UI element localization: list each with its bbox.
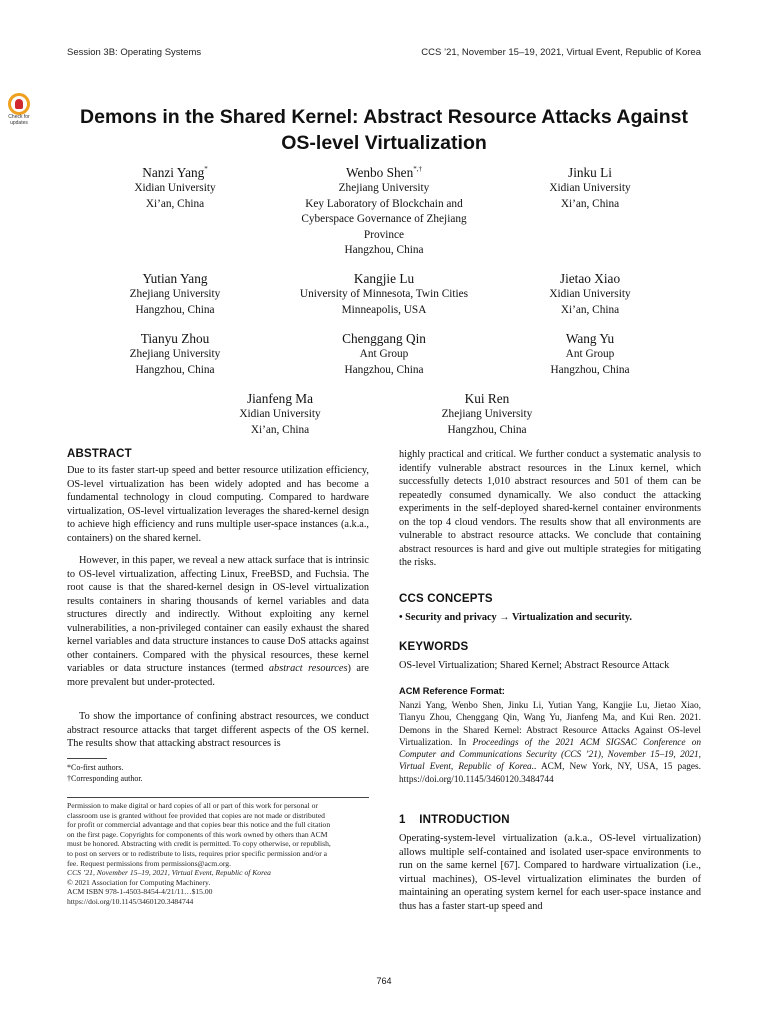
- author-affiliation: Xidian University: [239, 408, 321, 420]
- acm-reference-text: Nanzi Yang, Wenbo Shen, Jinku Li, Yutian Yang, Kangjie Lu, Jietao Xiao, Tianyu Zhou, Chenggang Qin, Wang Yu, Jianfeng Ma, and Kui Ren. 2021. Demons in the Shared Kernel: Abstract Resource Attacks Against OS-level Virtualization. In Proceedings of the 2021 ACM SIGSAC Conference on Computer and Communications Security (CCS ’21), November 15–19, 2021, Virtual Event, Republic of Korea.. ACM, New York, NY, USA, 15 pages. https://doi.org/10.1145/3460120.3484744: [399, 701, 702, 785]
- check-for-updates-icon: [8, 93, 30, 115]
- permission-line: fee. Request permissions from permissions@acm.org.: [67, 858, 231, 868]
- author-block: [515, 270, 665, 318]
- author-location: Xi’an, China: [560, 197, 620, 210]
- paper-title: [40, 104, 728, 156]
- title-line-2: OS-level Virtualization: [281, 132, 487, 154]
- author-location: Hangzhou, China: [135, 363, 215, 376]
- running-header: [67, 47, 701, 61]
- acm-reference-proceedings: Proceedings of the 2021 ACM SIGSAC Conference on Computer and Communications Security (CCS ’21), November 15–19, 2021, Virtual Event, Republic of Korea.: [399, 737, 701, 773]
- author-mark: *,†: [413, 165, 422, 173]
- author-mark: *: [204, 165, 208, 173]
- author-location: Hangzhou, China: [550, 363, 630, 376]
- section-number: 1: [399, 814, 406, 826]
- author-block: [284, 164, 484, 259]
- author-affiliation: Province: [363, 228, 405, 241]
- permission-venue: CCS ’21, November 15–19, 2021, Virtual Event, Republic of Korea: [67, 868, 271, 878]
- author-name: Kui Ren: [464, 391, 510, 406]
- footnote-rule: [67, 758, 107, 759]
- author-name: Tianyu Zhou: [140, 331, 210, 346]
- permission-block: [67, 801, 369, 907]
- author-affiliation: Xidian University: [549, 182, 631, 194]
- abstract-paragraph-3: To show the importance of confining abstract resources, we conduct abstract resource attacks that target different aspects of the OS kernel. The results show that attacking abstract resources is: [67, 711, 369, 750]
- keywords-heading: KEYWORDS: [399, 641, 469, 653]
- author-block: [515, 330, 665, 378]
- footnote-co-first: *Co-first authors.: [67, 763, 124, 772]
- abstract-paragraph-1: Due to its faster start-up speed and better resource utilization efficiency, OS-level virtualization has been widely adopted and has become a fundamental technology in cloud computing. Compared to hardware virtualization, OS-level virtualization leverages the shared-kernel design to achieve high efficiency and runs multiple user-space instances (a.k.a., containers) on the shared kernel.: [67, 465, 369, 544]
- ccs-concepts-heading: CCS CONCEPTS: [399, 593, 493, 605]
- permission-line: to post on servers or to redistribute to lists, requires prior specific permission and/or a: [67, 848, 328, 858]
- abstract-heading: ABSTRACT: [67, 448, 132, 460]
- author-block: [284, 270, 484, 318]
- conference-label: CCS ’21, November 15–19, 2021, Virtual Event, Republic of Korea: [421, 47, 701, 58]
- author-affiliation: Zhejiang University: [338, 182, 430, 194]
- author-location: Minneapolis, USA: [341, 303, 427, 316]
- introduction-paragraph: Operating-system-level virtualization (a.k.a., OS-level virtualization) allows multiple self-contained and isolated user-space environments to run on the same kernel [67]. Compared to hardware virtualization (i.e., virtual machines), OS-level virtualization eliminates the burden of maintaining an operating system kernel for each user-space instance and thus has a faster start-up speed and: [399, 833, 701, 912]
- author-block: [200, 390, 360, 438]
- author-name: Yutian Yang: [142, 271, 208, 286]
- author-affiliation: Xidian University: [549, 288, 631, 300]
- page-number: 764: [376, 976, 392, 986]
- author-block: [407, 390, 567, 438]
- author-block: [284, 330, 484, 378]
- permission-line: on the first page. Copyrights for components of this work owned by others than ACM: [67, 829, 328, 839]
- permission-line: for profit or commercial advantage and that copies bear this notice and the full citation: [67, 820, 331, 830]
- author-affiliation: Ant Group: [565, 348, 615, 360]
- permission-isbn: ACM ISBN 978-1-4503-8454-4/21/11…$15.00: [67, 887, 213, 897]
- author-affiliation: Key Laboratory of Blockchain and: [305, 197, 463, 210]
- author-block: [100, 164, 250, 212]
- author-block: [100, 270, 250, 318]
- author-location: Hangzhou, China: [447, 423, 527, 436]
- author-name: Jietao Xiao: [559, 271, 621, 286]
- author-name: Jinku Li: [568, 165, 612, 180]
- acm-reference-heading: ACM Reference Format:: [399, 686, 505, 696]
- check-for-updates-badge[interactable]: [5, 93, 33, 127]
- author-affiliation: Zhejiang University: [129, 348, 221, 360]
- permission-copyright: © 2021 Association for Computing Machinery.: [67, 877, 211, 887]
- author-name: Wang Yu: [565, 331, 615, 346]
- permission-line: classroom use is granted without fee provided that copies are not made or distributed: [67, 810, 325, 820]
- author-affiliation: Zhejiang University: [441, 408, 533, 420]
- abstract-resources-term: abstract resources: [268, 663, 348, 675]
- author-name: Kangjie Lu: [353, 271, 415, 286]
- ccs-concepts-text: • Security and privacy → Virtualization and security.: [399, 612, 632, 623]
- badge-line-2: updates: [10, 119, 28, 126]
- author-name: Nanzi Yang: [142, 165, 205, 180]
- author-location: Hangzhou, China: [344, 363, 424, 376]
- keywords-text: OS-level Virtualization; Shared Kernel; Abstract Resource Attack: [399, 660, 670, 671]
- author-location: Xi’an, China: [560, 303, 620, 316]
- author-location: Hangzhou, China: [135, 303, 215, 316]
- author-affiliation: Zhejiang University: [129, 288, 221, 300]
- author-affiliation: Cyberspace Governance of Zhejiang: [301, 213, 467, 226]
- footnote-corresponding: †Corresponding author.: [67, 774, 143, 783]
- author-affiliation: University of Minnesota, Twin Cities: [299, 288, 469, 300]
- abstract-paragraph-2: However, in this paper, we reveal a new attack surface that is intrinsic to OS-level virtualization, affecting Linux, FreeBSD, and Fuchsia. The root cause is that the shared-kernel design in OS-level virtualization results containers in sharing thousands of kernel variables and data structures directly and indirectly. Without exploiting any kernel vulnerabilities, a non-privileged container can easily exhaust the shared kernel variables and data structure instances to cause DoS attacks against other containers. Compared with the physical resources, these kernel variables or data structure instances (termed abstract resources) are more prevalent but under-protected.: [67, 555, 369, 688]
- author-name: Wenbo Shen: [345, 165, 414, 180]
- permission-line: must be honored. Abstracting with credit is permitted. To copy otherwise, or republish,: [67, 839, 331, 849]
- permission-line: Permission to make digital or hard copies of all or part of this work for personal or: [67, 801, 318, 810]
- abstract-paragraph-4: highly practical and critical. We further conduct a systematic analysis to identify vulnerable abstract resources in the Linux kernel, which successfully detects 1,010 abstract resources and 501 of them can be repeatedly consumed dynamically. We also conduct the attacking experiments in the self-deployed shared-kernel container environments on the top 4 cloud vendors. The results show that all environments are vulnerable to abstract resource attacks. We conclude that containing abstract resources is hard and give out multiple strategies for mitigating the risks.: [399, 449, 701, 569]
- author-affiliation: Xidian University: [134, 182, 216, 194]
- author-name: Jianfeng Ma: [246, 391, 314, 406]
- author-location: Xi’an, China: [145, 197, 205, 210]
- author-location: Xi’an, China: [250, 423, 310, 436]
- permission-doi-link[interactable]: https://doi.org/10.1145/3460120.3484744: [67, 896, 194, 906]
- author-location: Hangzhou, China: [344, 244, 424, 257]
- badge-line-1: Check for: [8, 114, 30, 120]
- permission-rule: [67, 797, 369, 798]
- introduction-heading: [399, 814, 510, 826]
- author-name: Chenggang Qin: [342, 331, 426, 346]
- session-label: Session 3B: Operating Systems: [67, 47, 202, 58]
- title-line-1: Demons in the Shared Kernel: Abstract Resource Attacks Against: [80, 106, 688, 128]
- author-affiliation: Ant Group: [359, 348, 409, 360]
- section-title: INTRODUCTION: [419, 814, 510, 826]
- author-block: [515, 164, 665, 212]
- author-block: [100, 330, 250, 378]
